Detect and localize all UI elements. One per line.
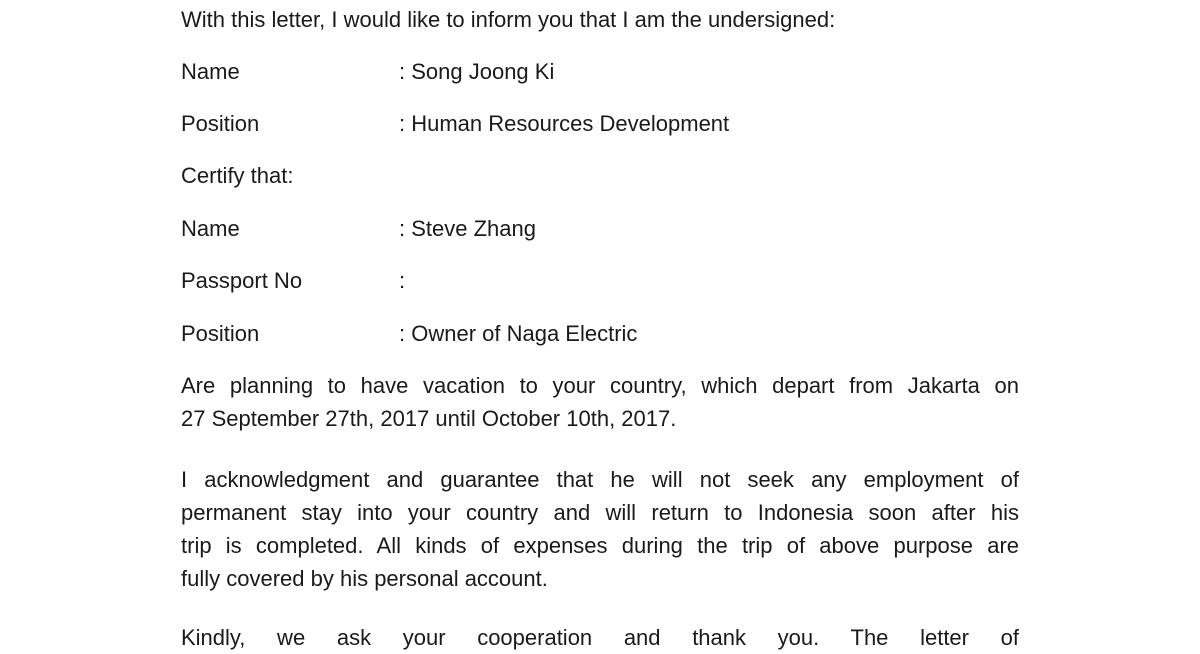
vacation-paragraph-line: 27 September 27th, 2017 until October 10th, 2017.: [181, 406, 677, 431]
guarantee-paragraph-line: permanent stay into your country and will return to Indonesia soon after his: [181, 500, 1019, 525]
guarantee-paragraph-line: fully covered by his personal account.: [181, 566, 548, 591]
subject-position-label: Position: [181, 321, 260, 346]
subject-passport-value: :: [399, 268, 406, 293]
guarantee-paragraph-line: I acknowledgment and guarantee that he will not seek any employment of: [181, 467, 1019, 492]
certify-line: Certify that:: [181, 163, 294, 188]
undersigned-position-label: Position: [181, 111, 260, 136]
subject-position-value: : Owner of Naga Electric: [399, 321, 638, 346]
guarantee-paragraph-line: trip is completed. All kinds of expenses during the trip of above purpose are: [181, 533, 1019, 558]
subject-passport-label: Passport No: [181, 268, 303, 293]
closing-paragraph-partial: [181, 615, 1019, 650]
guarantee-paragraph: [181, 463, 1019, 595]
subject-name-label: Name: [181, 216, 240, 241]
undersigned-name-label: Name: [181, 59, 240, 84]
vacation-paragraph-line: Are planning to have vacation to your country, which depart from Jakarta on: [181, 373, 1019, 398]
closing-paragraph-line: Kindly, we ask your cooperation and thank you. The letter of: [181, 625, 1019, 650]
undersigned-name-value: : Song Joong Ki: [399, 59, 555, 84]
subject-name-value: : Steve Zhang: [399, 216, 536, 241]
vacation-paragraph: [181, 369, 1019, 435]
undersigned-position-value: : Human Resources Development: [399, 111, 730, 136]
intro-line: With this letter, I would like to inform you that I am the undersigned:: [181, 7, 836, 32]
